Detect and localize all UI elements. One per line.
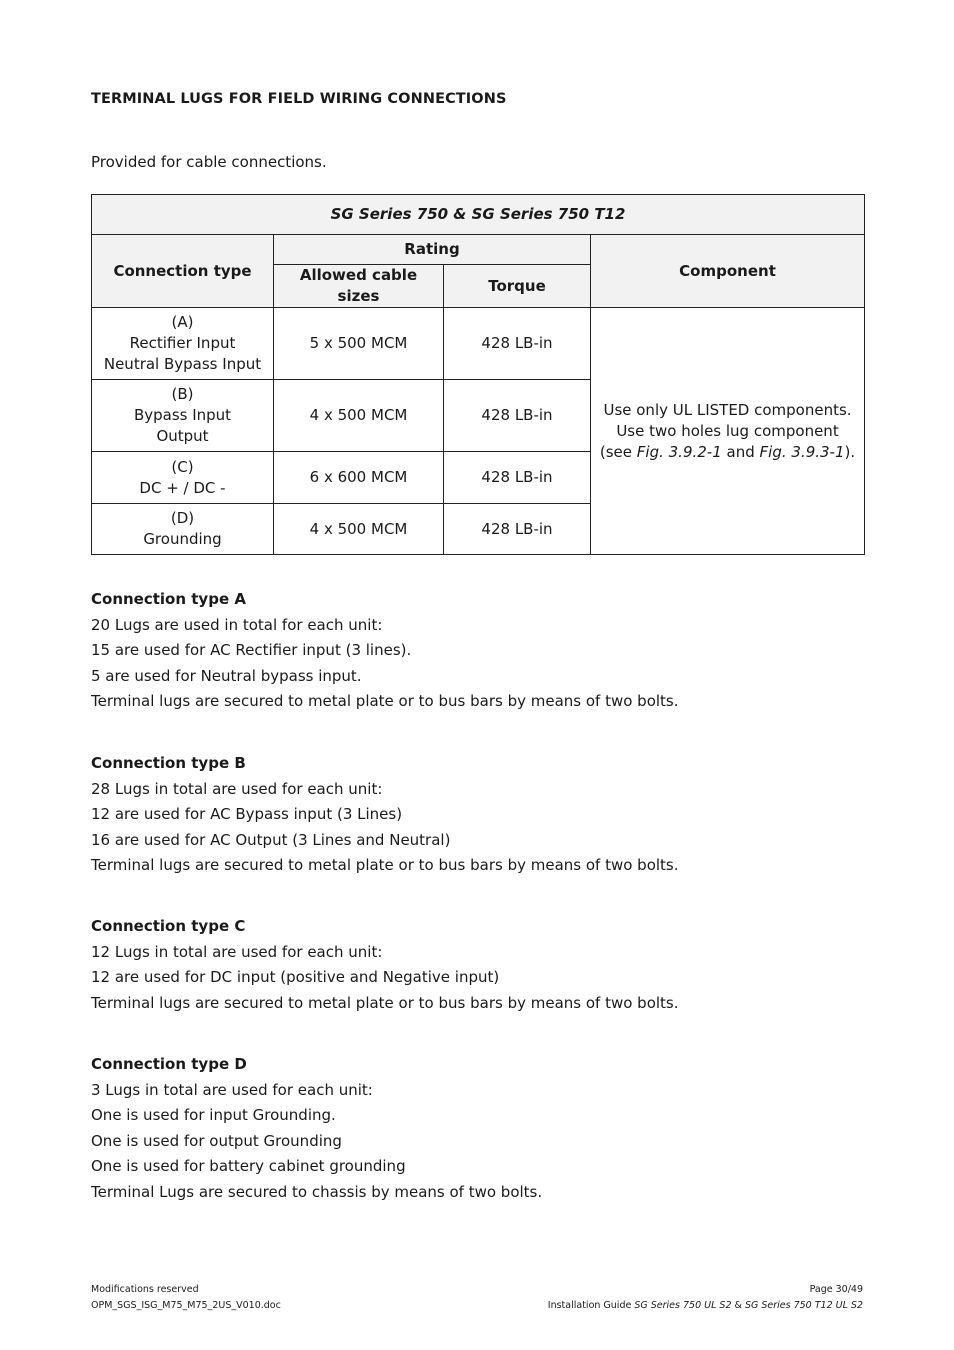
torque-cell: 428 LB-in — [444, 504, 591, 555]
section-line: 28 Lugs in total are used for each unit: — [91, 779, 383, 798]
section-heading: TERMINAL LUGS FOR FIELD WIRING CONNECTIONS — [91, 91, 507, 107]
section-line: One is used for input Grounding. — [91, 1106, 336, 1124]
section-title: Connection type A — [91, 590, 246, 608]
torque-cell: 428 LB-in — [444, 308, 591, 380]
connection-type-a-section — [91, 587, 679, 715]
section-line: Terminal lugs are secured to metal plate or to bus bars by means of two bolts. — [91, 856, 679, 874]
cable-size-cell: 5 x 500 MCM — [274, 308, 444, 380]
section-line: 20 Lugs are used in total for each unit: — [91, 615, 383, 634]
cable-size-cell: 6 x 600 MCM — [274, 452, 444, 504]
intro-text: Provided for cable connections. — [91, 153, 327, 171]
header-torque: Torque — [444, 265, 591, 308]
section-line: Terminal lugs are secured to metal plate or to bus bars by means of two bolts. — [91, 993, 679, 1012]
section-line: 5 are used for Neutral bypass input. — [91, 666, 362, 685]
connection-type-cell: (B) Bypass Input Output — [92, 380, 274, 452]
section-line: Terminal lugs are secured to metal plate or to bus bars by means of two bolts. — [91, 692, 679, 710]
torque-cell: 428 LB-in — [444, 452, 591, 504]
cable-size-cell: 4 x 500 MCM — [274, 380, 444, 452]
connection-type-c-section — [91, 914, 679, 1016]
connection-type-cell: (C) DC + / DC - — [92, 452, 274, 504]
table-row — [92, 308, 865, 380]
figure-reference: Fig. 3.9.2-1 — [636, 442, 722, 461]
section-title: Connection type B — [91, 754, 246, 772]
connection-type-cell: (A) Rectifier Input Neutral Bypass Input — [92, 308, 274, 380]
section-line: 12 are used for DC input (positive and Negative input) — [91, 968, 500, 986]
component-cell: Use only UL LISTED components. Use two holes lug component (see Fig. 3.9.2-1 and Fig. 3.9.3-1). — [591, 308, 865, 555]
torque-cell: 428 LB-in — [444, 380, 591, 452]
document-filename: OPM_SGS_ISG_M75_M75_2US_V010.doc — [91, 1300, 281, 1311]
guide-title: Installation Guide SG Series 750 UL S2 & SG Series 750 T12 UL S2 — [547, 1300, 863, 1311]
connection-type-cell: (D) Grounding — [92, 504, 274, 555]
footer-right — [548, 1282, 863, 1314]
section-line: 3 Lugs in total are used for each unit: — [91, 1080, 373, 1099]
section-line: 12 Lugs in total are used for each unit: — [91, 942, 383, 961]
header-connection-type: Connection type — [92, 235, 274, 308]
terminal-lugs-table — [91, 194, 865, 555]
section-title: Connection type D — [91, 1055, 247, 1073]
table-title: SG Series 750 & SG Series 750 T12 — [92, 195, 865, 235]
header-component: Component — [591, 235, 865, 308]
connection-type-d-section — [91, 1052, 542, 1205]
modifications-note: Modifications reserved — [91, 1284, 199, 1295]
footer-left — [91, 1282, 281, 1314]
header-allowed-cable-sizes: Allowed cable sizes — [274, 265, 444, 308]
connection-type-b-section — [91, 751, 679, 879]
section-line: 16 are used for AC Output (3 Lines and Neutral) — [91, 830, 451, 849]
section-line: One is used for output Grounding — [91, 1131, 342, 1150]
page-number: Page 30/49 — [809, 1284, 863, 1295]
section-line: 12 are used for AC Bypass input (3 Lines) — [91, 805, 403, 823]
section-line: One is used for battery cabinet grounding — [91, 1157, 406, 1175]
section-line: Terminal Lugs are secured to chassis by means of two bolts. — [91, 1182, 543, 1201]
section-title: Connection type C — [91, 917, 246, 935]
section-line: 15 are used for AC Rectifier input (3 lines). — [91, 641, 412, 659]
cable-size-cell: 4 x 500 MCM — [274, 504, 444, 555]
figure-reference: Fig. 3.9.3-1 — [759, 442, 845, 461]
header-rating: Rating — [274, 235, 591, 265]
